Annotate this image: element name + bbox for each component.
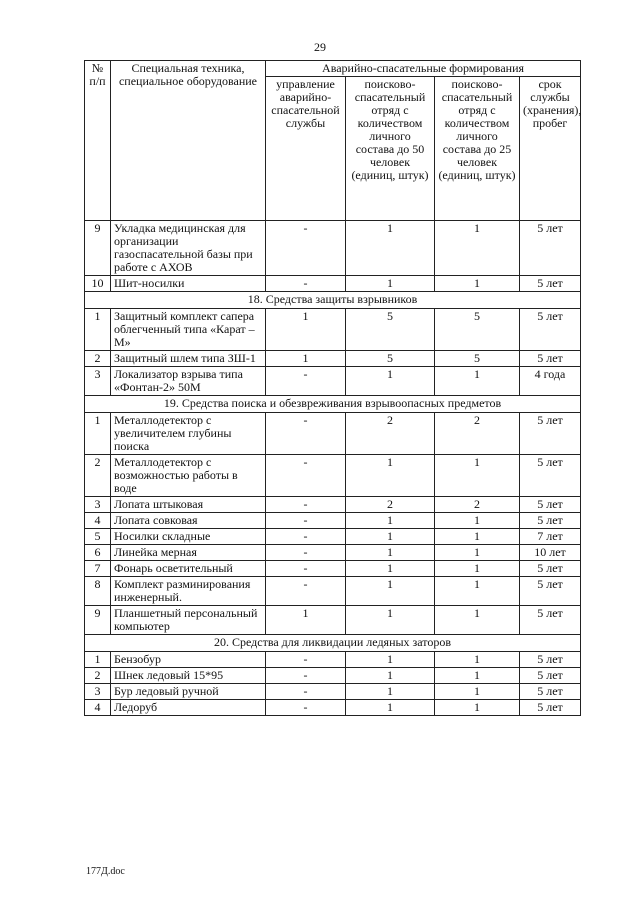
qty-team-50: 1 xyxy=(346,700,435,716)
table-row xyxy=(85,413,581,455)
table-row xyxy=(85,309,581,351)
qty-management: - xyxy=(266,561,346,577)
table-row xyxy=(85,577,581,606)
qty-management: 1 xyxy=(266,309,346,351)
header-name: Специальная техника, специальное оборудование xyxy=(111,61,266,221)
qty-team-25: 1 xyxy=(435,367,520,396)
row-number: 2 xyxy=(85,351,111,367)
qty-team-25: 1 xyxy=(435,700,520,716)
qty-management: - xyxy=(266,513,346,529)
qty-team-25: 5 xyxy=(435,309,520,351)
qty-team-50: 1 xyxy=(346,606,435,635)
table-row xyxy=(85,513,581,529)
qty-team-50: 2 xyxy=(346,413,435,455)
service-term: 5 лет xyxy=(520,351,581,367)
service-term: 10 лет xyxy=(520,545,581,561)
qty-team-25: 1 xyxy=(435,513,520,529)
item-name: Металлодетектор с увеличителем глубины поиска xyxy=(111,413,266,455)
qty-team-50: 1 xyxy=(346,652,435,668)
qty-team-25: 1 xyxy=(435,276,520,292)
item-name: Локализатор взрыва типа «Фонтан-2» 50М xyxy=(111,367,266,396)
item-name: Защитный комплект сапера облегченный типа «Карат –М» xyxy=(111,309,266,351)
item-name: Защитный шлем типа ЗШ-1 xyxy=(111,351,266,367)
qty-management: 1 xyxy=(266,606,346,635)
qty-management: - xyxy=(266,529,346,545)
qty-team-25: 5 xyxy=(435,351,520,367)
qty-team-50: 1 xyxy=(346,455,435,497)
item-name: Линейка мерная xyxy=(111,545,266,561)
qty-management: - xyxy=(266,700,346,716)
row-number: 9 xyxy=(85,606,111,635)
item-name: Шнек ледовый 15*95 xyxy=(111,668,266,684)
qty-team-50: 1 xyxy=(346,561,435,577)
table-row xyxy=(85,700,581,716)
qty-team-50: 1 xyxy=(346,529,435,545)
header-group: Аварийно-спасательные формирования xyxy=(266,61,581,77)
qty-team-50: 2 xyxy=(346,497,435,513)
footer-filename: 177Д.doc xyxy=(86,866,125,877)
service-term: 5 лет xyxy=(520,497,581,513)
table-row xyxy=(85,652,581,668)
service-term: 5 лет xyxy=(520,652,581,668)
qty-team-25: 1 xyxy=(435,221,520,276)
qty-team-50: 1 xyxy=(346,367,435,396)
service-term: 5 лет xyxy=(520,455,581,497)
service-term: 5 лет xyxy=(520,684,581,700)
qty-management: - xyxy=(266,276,346,292)
item-name: Металлодетектор с возможностью работы в воде xyxy=(111,455,266,497)
table-row xyxy=(85,545,581,561)
section-title: 20. Средства для ликвидации ледяных заторов xyxy=(85,635,581,652)
qty-team-25: 1 xyxy=(435,668,520,684)
qty-management: - xyxy=(266,497,346,513)
row-number: 1 xyxy=(85,413,111,455)
table-row xyxy=(85,351,581,367)
qty-team-25: 1 xyxy=(435,545,520,561)
row-number: 1 xyxy=(85,309,111,351)
qty-team-25: 1 xyxy=(435,455,520,497)
qty-team-50: 1 xyxy=(346,276,435,292)
row-number: 8 xyxy=(85,577,111,606)
qty-management: - xyxy=(266,367,346,396)
service-term: 5 лет xyxy=(520,276,581,292)
service-term: 5 лет xyxy=(520,561,581,577)
table-row xyxy=(85,606,581,635)
qty-team-25: 1 xyxy=(435,606,520,635)
service-term: 5 лет xyxy=(520,513,581,529)
table-row xyxy=(85,684,581,700)
item-name: Носилки складные xyxy=(111,529,266,545)
row-number: 4 xyxy=(85,513,111,529)
service-term: 7 лет xyxy=(520,529,581,545)
qty-team-50: 5 xyxy=(346,309,435,351)
qty-management: - xyxy=(266,221,346,276)
qty-management: - xyxy=(266,413,346,455)
qty-team-25: 1 xyxy=(435,652,520,668)
item-name: Планшетный персональный компьютер xyxy=(111,606,266,635)
service-term: 5 лет xyxy=(520,700,581,716)
header-mgmt: управление аварийно-спасательной службы xyxy=(266,77,346,221)
item-name: Укладка медицинская для организации газоспасательной базы при работе с АХОВ xyxy=(111,221,266,276)
row-number: 2 xyxy=(85,668,111,684)
table-row xyxy=(85,668,581,684)
section-row xyxy=(85,635,581,652)
row-number: 4 xyxy=(85,700,111,716)
row-number: 10 xyxy=(85,276,111,292)
row-number: 3 xyxy=(85,367,111,396)
row-number: 5 xyxy=(85,529,111,545)
header-team25: поисково-спасательный отряд с количеством личного состава до 25 человек (единиц, штук) xyxy=(435,77,520,221)
section-row xyxy=(85,292,581,309)
qty-team-50: 1 xyxy=(346,545,435,561)
row-number: 9 xyxy=(85,221,111,276)
header-team50: поисково-спасательный отряд с количеством личного состава до 50 человек (единиц, штук) xyxy=(346,77,435,221)
table-row xyxy=(85,529,581,545)
qty-team-50: 1 xyxy=(346,513,435,529)
qty-team-25: 1 xyxy=(435,529,520,545)
row-number: 3 xyxy=(85,497,111,513)
table-row xyxy=(85,276,581,292)
service-term: 5 лет xyxy=(520,668,581,684)
qty-team-50: 1 xyxy=(346,668,435,684)
row-number: 7 xyxy=(85,561,111,577)
service-term: 4 года xyxy=(520,367,581,396)
table-row xyxy=(85,221,581,276)
item-name: Комплект разминирования инженерный. xyxy=(111,577,266,606)
qty-team-50: 1 xyxy=(346,684,435,700)
qty-team-50: 5 xyxy=(346,351,435,367)
header-row xyxy=(85,61,581,77)
row-number: 3 xyxy=(85,684,111,700)
table-row xyxy=(85,561,581,577)
service-term: 5 лет xyxy=(520,309,581,351)
qty-team-50: 1 xyxy=(346,577,435,606)
equipment-table xyxy=(84,60,581,716)
row-number: 6 xyxy=(85,545,111,561)
qty-team-25: 1 xyxy=(435,577,520,606)
section-row xyxy=(85,396,581,413)
item-name: Ледоруб xyxy=(111,700,266,716)
qty-management: - xyxy=(266,455,346,497)
header-term: срок службы (хранения), пробег xyxy=(520,77,581,221)
table-row xyxy=(85,497,581,513)
page-number: 29 xyxy=(314,40,326,54)
qty-team-25: 1 xyxy=(435,684,520,700)
qty-team-25: 2 xyxy=(435,497,520,513)
qty-management: - xyxy=(266,545,346,561)
item-name: Лопата штыковая xyxy=(111,497,266,513)
header-num: № п/п xyxy=(85,61,111,221)
table-row xyxy=(85,367,581,396)
service-term: 5 лет xyxy=(520,606,581,635)
qty-management: 1 xyxy=(266,351,346,367)
service-term: 5 лет xyxy=(520,577,581,606)
section-title: 18. Средства защиты взрывников xyxy=(85,292,581,309)
qty-team-50: 1 xyxy=(346,221,435,276)
item-name: Шит-носилки xyxy=(111,276,266,292)
qty-management: - xyxy=(266,668,346,684)
service-term: 5 лет xyxy=(520,413,581,455)
item-name: Лопата совковая xyxy=(111,513,266,529)
section-title: 19. Средства поиска и обезвреживания взрывоопасных предметов xyxy=(85,396,581,413)
item-name: Бур ледовый ручной xyxy=(111,684,266,700)
service-term: 5 лет xyxy=(520,221,581,276)
row-number: 1 xyxy=(85,652,111,668)
qty-team-25: 1 xyxy=(435,561,520,577)
qty-team-25: 2 xyxy=(435,413,520,455)
item-name: Бензобур xyxy=(111,652,266,668)
item-name: Фонарь осветительный xyxy=(111,561,266,577)
row-number: 2 xyxy=(85,455,111,497)
table-row xyxy=(85,455,581,497)
qty-management: - xyxy=(266,652,346,668)
qty-management: - xyxy=(266,684,346,700)
qty-management: - xyxy=(266,577,346,606)
